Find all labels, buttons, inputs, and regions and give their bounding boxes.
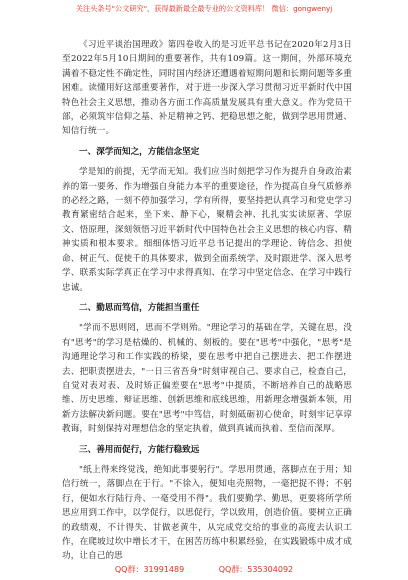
footer-qq-group-2: QQ群：535304092 — [218, 565, 294, 574]
section-3-paragraph: "纸上得来终觉浅，绝知此事要躬行"。学思用贯通，落脚点在于用；知信行统一，落脚点在于行。"不徐入，便知电壳照物，一毫把捉不得；不躬行，便如水行陆行舟、一毫受用不得"。我们要勤学、勤思，更要将所学所思应用到工作中，以学促行，以思促行，学以致用，创造价值。要树立正确的政绩观，不计得失、甘做老黄牛，从完成党交给的事业的高度去认识工作，在爬坡过坎中增长才干，在困苦历练中积累经验，在实践锻炼中成才成功，让自己的思 — [62, 464, 352, 562]
footer-qq-group-1: QQ群：31991489 — [114, 565, 185, 574]
section-1-paragraph: 学是知的前提，无学而无知。我们应当时刻把学习作为提升自身政治素养的第一要务、作为增强自身能力本平的重要途径，作为提高自身气质修养的必经之路，一刻不停加强学习，学有所得，要坚持把认真学习和党史学习教育紧密结合起来，坐下来、静下心，聚精会神、扎扎实实读原著、学原文、悟原理，深刻领悟习近平新时代中国特色社会主义思想的核心内容、精神实质和根本要求。细细体悟习近平总书记提出的学理论、铸信念、担使命、树正气、促使千的具体要求，做到全面系统学、及时跟进学、深入思考学、联系实际学真正在学习中求得真知、在学习中坚定信念、在学习中践行忠诚。 — [62, 167, 352, 293]
header-banner: 关注头条号"公文研究"，获得最新最全最专业的公文资料库！ 微信：gongwenyj — [75, 4, 333, 13]
footer-contact — [0, 564, 408, 576]
intro-paragraph: 《习近平谈治国理政》第四卷收入的是习近平总书记在2020年2月3日至2022年5月10日期间的重要著作，共有109篇。这一期间，外部环境充满着不稳定性不确定性，同时国内经济还遭遇着短期问题和长期问题等多重困难。读懂用好这部重要著作，对于进一步深入学习贯彻习近平新时代中国特色社会主义思想，推动各方面工作高质量发展具有重大意义。作为党员干部，必须筑牢信仰之基、补足精神之钙、把稳思想之舵，做到学思用贯通、知信行统一。 — [62, 40, 352, 137]
section-2-paragraph: "学而不思则罔，思而不学则殆。"理论学习的基础在学，关键在思，没有"思考"的学习是枯燥的、机械的、刻板的。要在"思考"中强化，"思考"是沟通理论学习和工作实践的桥梁，要在思考中把自己摆进去、把工作摆进去、把职责摆进去，"一日三省吾身"时刻审视自己、要求自己，检查自己，自觉对表对表、及时矫正偏差要在"思考"中提质，不断培养自己的战略思维、历史思维、辩证思维、创新思维和底线思维，用新理念增强新本领，用新方法解决新问题。要在"思考"中笃信，时刻砥砺初心使命，时刻牢记享谆教诲，时刻保持对理想信念的坚定执着，做到真诚而执着、至信而深厚。 — [62, 323, 352, 435]
document-body — [62, 38, 352, 570]
section-heading-3: 三、善用而促行，方能行稳致远 — [79, 444, 200, 455]
section-heading-2: 二、勤思而笃信，方能担当重任 — [79, 302, 200, 313]
section-heading-1: 一、深学而知之，方能信念坚定 — [79, 146, 200, 157]
